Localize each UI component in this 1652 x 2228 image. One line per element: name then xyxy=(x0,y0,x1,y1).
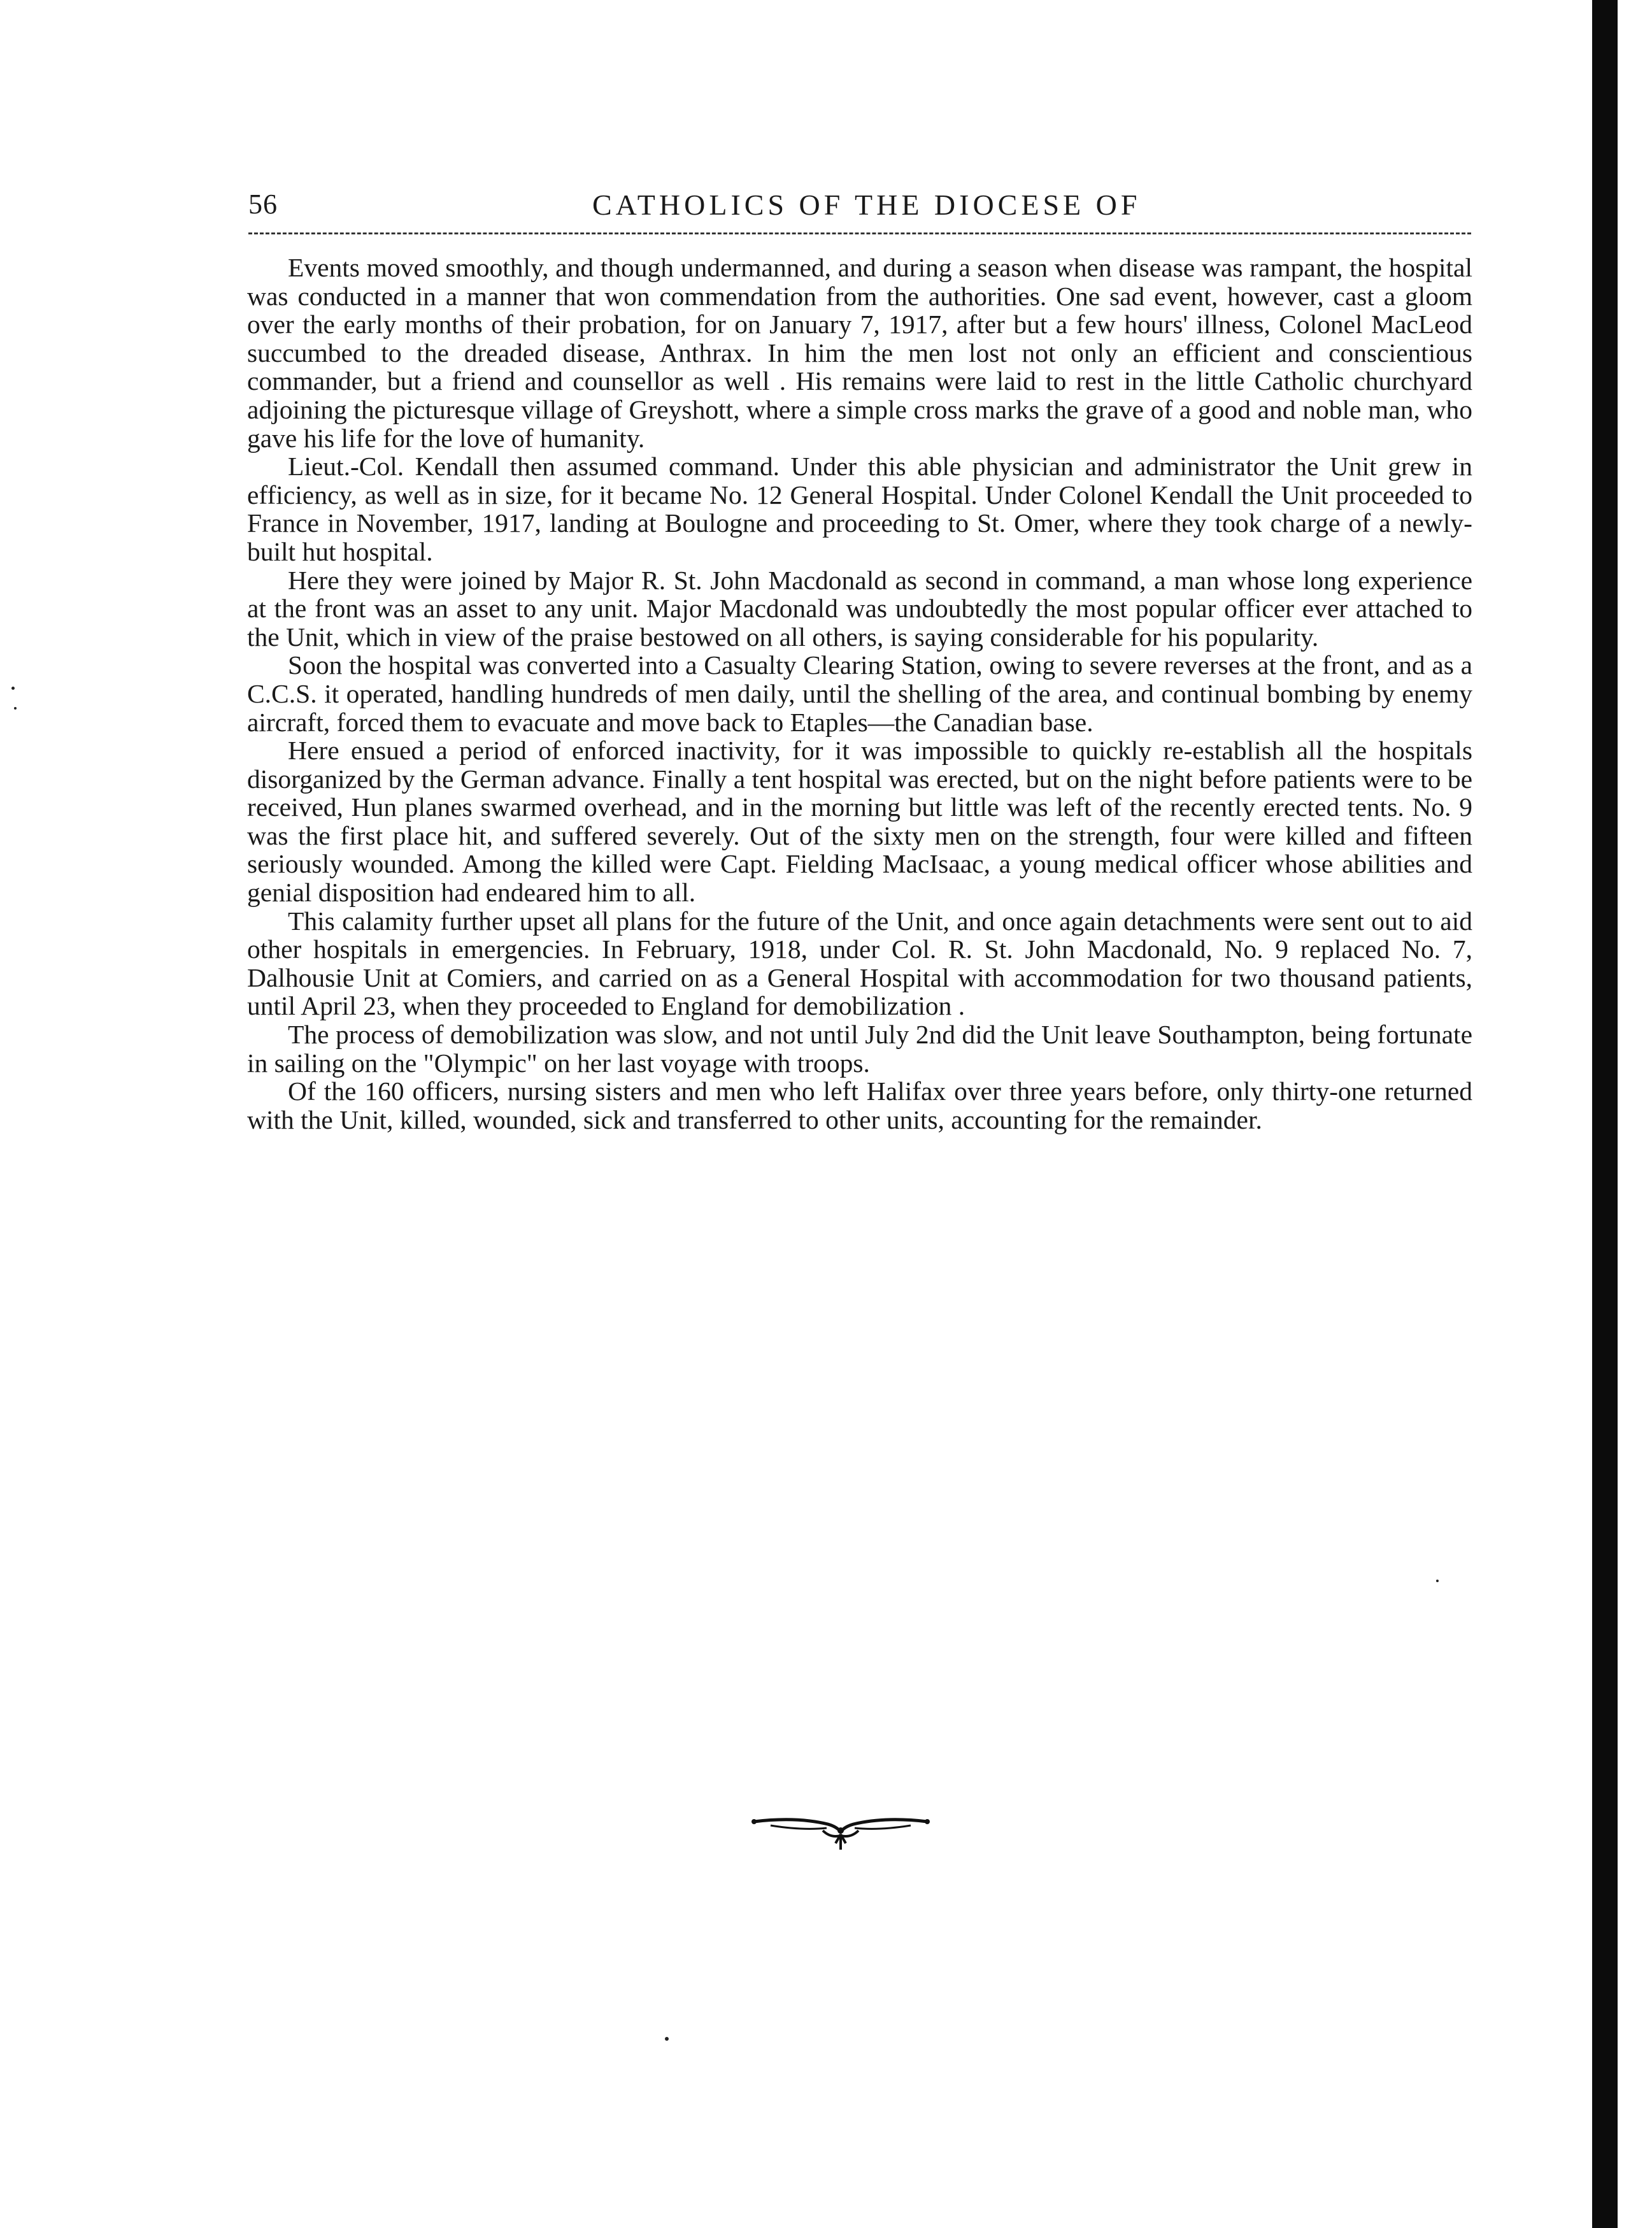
paragraph: Events moved smoothly, and though undermanned, and during a season when disease was rampant, the hospital was conducted in a manner that won commendation from the authorities. One sad event, however, cast a gloom over the early months of their probation, for on January 7, 1917, after but a few hours' illness, Colonel MacLeod succumbed to the dreaded disease, Anthrax. In him the men lost not only an efficient and conscientious commander, but a friend and counsellor as well . His remains were laid to rest in the little Catholic churchyard adjoining the picturesque village of Greyshott, where a simple cross marks the grave of a good and noble man, who gave his life for the love of humanity. xyxy=(247,253,1472,453)
running-head: CATHOLICS OF THE DIOCESE OF xyxy=(592,189,1141,221)
print-speck xyxy=(11,687,15,690)
paragraph: Here ensued a period of enforced inactivity, for it was impossible to quickly re-establish all the hospitals disorganized by the German advance. Finally a tent hospital was erected, but on the night before patients were to be received, Hun planes swarmed overhead, and in the morning but little was left of the recently erected tents. No. 9 was the first place hit, and suffered severely. Out of the sixty men on the strength, four were killed and fifteen seriously wounded. Among the killed were Capt. Fielding MacIsaac, a young medical officer whose abilities and genial disposition had endeared him to all. xyxy=(247,736,1472,908)
scan-edge-border xyxy=(1592,0,1618,2228)
tailpiece-ornament-icon xyxy=(751,1803,930,1853)
page-number: 56 xyxy=(248,189,278,220)
header-rule xyxy=(248,232,1471,234)
paragraph: Soon the hospital was converted into a Casualty Clearing Station, owing to severe reverses at the front, and as a C.C.S. it operated, handling hundreds of men daily, until the shelling of the area, and continual bombing by enemy aircraft, forced them to evacuate and move back to Etaples—the Canadian base. xyxy=(247,650,1472,737)
print-speck xyxy=(1436,1580,1439,1582)
paragraph: The process of demobilization was slow, and not until July 2nd did the Unit leave Southampton, being fortunate in sailing on the "Olympic" on her last voyage with troops. xyxy=(247,1020,1472,1078)
paragraph: Lieut.-Col. Kendall then assumed command. Under this able physician and administrator the Unit grew in efficiency, as well as in size, for it became No. 12 General Hospital. Under Colonel Kendall the Unit proceeded to France in November, 1917, landing at Boulogne and proceeding to St. Omer, where they took charge of a newly-built hut hospital. xyxy=(247,452,1472,566)
paragraph: Of the 160 officers, nursing sisters and men who left Halifax over three years before, only thirty-one returned with the Unit, killed, wounded, sick and transferred to other units, accounting for the remainder. xyxy=(247,1076,1472,1134)
body-text xyxy=(247,254,1472,1134)
paragraph: Here they were joined by Major R. St. John Macdonald as second in command, a man whose long experience at the front was an asset to any unit. Major Macdonald was undoubtedly the most popular officer ever attached to the Unit, which in view of the praise bestowed on all others, is saying considerable for his popularity. xyxy=(247,565,1472,652)
page-header xyxy=(248,188,1471,232)
paragraph: This calamity further upset all plans for the future of the Unit, and once again detachments were sent out to aid other hospitals in emergencies. In February, 1918, under Col. R. St. John Macdonald, No. 9 replaced No. 7, Dalhousie Unit at Comiers, and carried on as a General Hospital with accommodation for two thousand patients, until April 23, when they proceeded to England for demobilization . xyxy=(247,906,1472,1021)
print-speck xyxy=(665,2037,669,2041)
print-speck xyxy=(14,707,17,710)
